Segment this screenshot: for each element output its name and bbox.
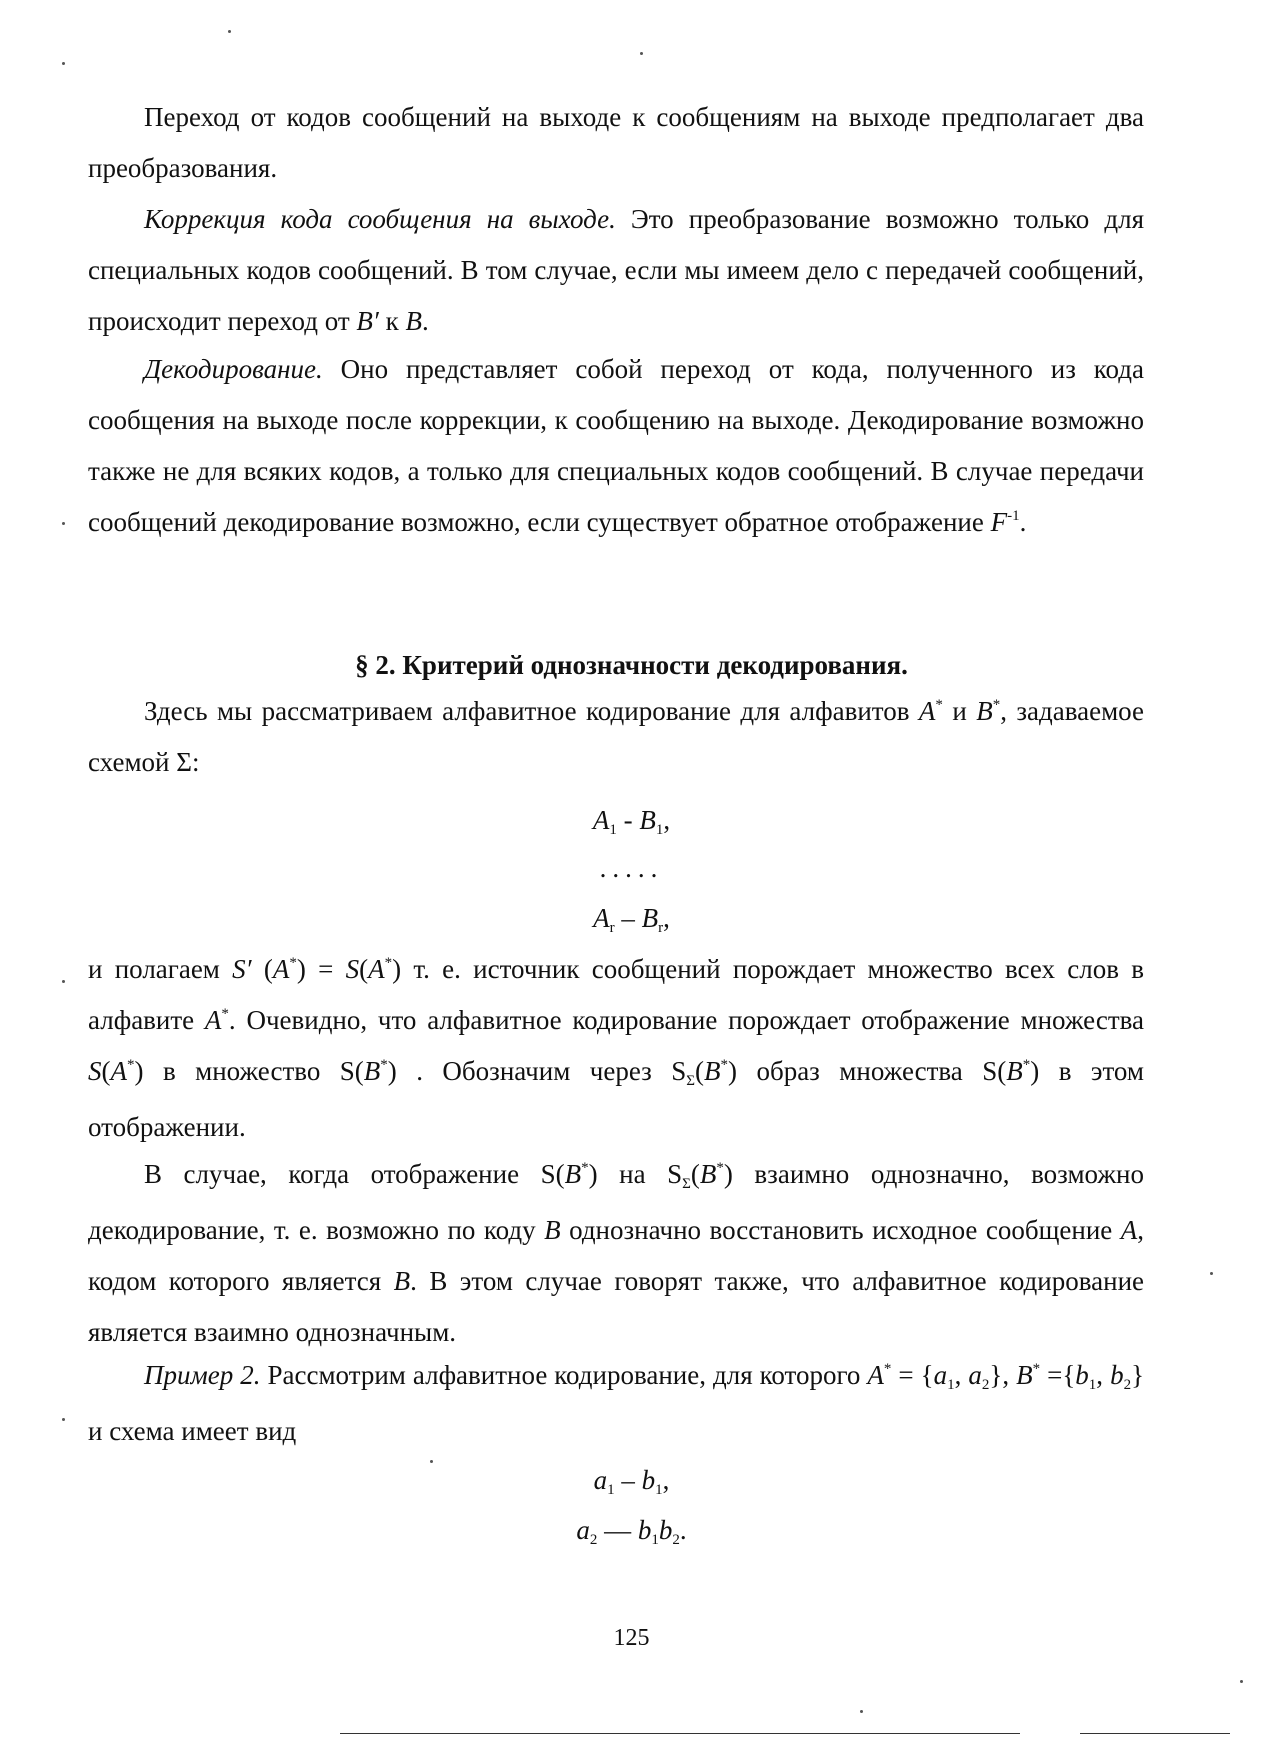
- var-b: B: [639, 805, 656, 835]
- var-a: A: [110, 1056, 127, 1086]
- subscript: 1: [609, 822, 617, 838]
- text: (: [251, 954, 273, 984]
- text: ={: [1040, 1360, 1076, 1390]
- var-s-prime: S′: [232, 954, 252, 984]
- paragraph-3-text-b: .: [1019, 507, 1027, 537]
- subscript: 2: [589, 1532, 598, 1548]
- var-b-lower: b: [637, 1515, 652, 1545]
- paragraph-1-text: Переход от кодов сообщений на выходе к сообщениям на выходе предполагает два преобразования.: [88, 102, 1144, 183]
- var-b-lower: b: [658, 1515, 673, 1545]
- var-b: B: [699, 1159, 717, 1189]
- text: (: [101, 1056, 111, 1086]
- star-sup: *: [581, 1160, 589, 1176]
- text: } и схема имеет вид: [88, 1360, 1145, 1446]
- var-b: B: [704, 1056, 721, 1086]
- var-b: B: [641, 903, 659, 933]
- star-sup: *: [716, 1160, 724, 1176]
- scan-speck: [1240, 1680, 1243, 1683]
- star-sup: *: [1032, 1361, 1041, 1377]
- star-sup: *: [883, 1361, 892, 1377]
- text: (: [695, 1056, 705, 1086]
- scan-speck: [62, 522, 65, 525]
- scheme-dots: .....: [599, 853, 664, 883]
- text: = {: [891, 1360, 934, 1390]
- paragraph-6: [88, 1149, 1144, 1358]
- star-sup: *: [1022, 1057, 1031, 1073]
- subscript: 2: [672, 1532, 680, 1548]
- scan-speck: [62, 1418, 65, 1421]
- separator: -: [616, 805, 640, 835]
- text: ) т. е. источник сообщений порождает множество всех слов в алфавите: [88, 954, 1144, 1035]
- scan-speck: [62, 980, 65, 983]
- var-b: B: [393, 1266, 411, 1296]
- page-number: 125: [613, 1625, 650, 1651]
- scheme-line-1: [0, 800, 1263, 845]
- var-b: B: [1006, 1056, 1023, 1086]
- paragraph-4-text-c: , задаваемое схемой Σ:: [88, 696, 1145, 777]
- sigma-sub: Σ: [682, 1176, 691, 1192]
- var-a: A: [368, 954, 385, 984]
- var-b: B: [544, 1215, 561, 1245]
- text: ,: [954, 1360, 969, 1390]
- punct: ,: [663, 903, 670, 933]
- bottom-scan-line: [340, 1733, 1020, 1734]
- var-a: A: [1120, 1215, 1138, 1245]
- var-b-lower: b: [641, 1465, 656, 1495]
- punct: ,: [662, 1465, 670, 1495]
- var-s: S: [88, 1056, 102, 1086]
- paragraph-2-text-c: .: [421, 306, 429, 336]
- text: ) в этом отображении.: [88, 1056, 1145, 1142]
- var-a: A: [593, 903, 610, 933]
- paragraph-3: [88, 344, 1144, 548]
- star-sup: *: [384, 955, 393, 971]
- star-sup: *: [221, 1006, 229, 1022]
- text: однозначно восстановить исходное сообщение: [560, 1215, 1121, 1245]
- punct: ,: [663, 805, 671, 835]
- text: (: [690, 1159, 700, 1189]
- subscript: 2: [981, 1377, 990, 1393]
- var-a-lower: a: [968, 1360, 982, 1390]
- star-sup: *: [127, 1057, 135, 1073]
- scan-speck: [430, 1460, 433, 1463]
- term-decoding: Декодирование.: [144, 354, 323, 384]
- var-b-prime: B′: [356, 306, 379, 336]
- scheme2-line-2: [0, 1510, 1263, 1555]
- text: (: [359, 954, 369, 984]
- bottom-scan-line: [1080, 1733, 1230, 1734]
- var-a: A: [867, 1360, 884, 1390]
- sigma-sub: Σ: [686, 1073, 696, 1089]
- scan-speck: [860, 1710, 863, 1713]
- paragraph-3-text: Оно представляет собой переход от кода, полученного из кода сообщения на выходе после коррекции, к сообщению на выходе. Декодирование возможно также не для всяких кодов, а только для специальных кодов сообщений. В случае передачи сообщений декодирование возможно, если существует обратное отображение: [88, 354, 1144, 537]
- var-b-lower: b: [1075, 1360, 1089, 1390]
- text: и полагаем: [88, 954, 233, 984]
- paragraph-7: [88, 1350, 1144, 1457]
- subscript: r: [609, 920, 615, 936]
- var-b: B: [405, 306, 422, 336]
- var-a: A: [592, 805, 610, 835]
- text: Рассмотрим алфавитное кодирование, для которого: [260, 1360, 868, 1390]
- scheme-line-r: [0, 898, 1263, 943]
- text: ) образ множества S(: [728, 1056, 1007, 1086]
- subscript: 1: [607, 1482, 615, 1498]
- var-b: B: [1016, 1360, 1033, 1390]
- text: ) взаимно однозначно, возможно декодирование, т. е. возможно по коду: [88, 1159, 1144, 1245]
- var-b: B: [564, 1159, 582, 1189]
- paragraph-4: [88, 686, 1144, 788]
- scan-speck: [62, 62, 65, 65]
- scan-speck: [1210, 1272, 1213, 1275]
- subscript: r: [658, 920, 664, 936]
- text: ) в множество S(: [134, 1056, 364, 1086]
- star-sup: *: [992, 697, 1001, 713]
- separator: —: [597, 1515, 638, 1545]
- var-a-lower: a: [576, 1515, 590, 1545]
- paragraph-4-text-b: и: [942, 696, 977, 726]
- subscript: 1: [1088, 1377, 1097, 1393]
- var-a-lower: a: [593, 1465, 608, 1495]
- text: ) =: [296, 954, 346, 984]
- var-a: A: [272, 954, 290, 984]
- var-b: B: [363, 1056, 381, 1086]
- var-s: S: [345, 954, 360, 984]
- subscript: 1: [655, 1482, 663, 1498]
- text: ) на S: [588, 1159, 683, 1189]
- var-b: B: [976, 696, 993, 726]
- text: . Очевидно, что алфавитное кодирование порождает отображение множества: [228, 1005, 1144, 1035]
- star-sup: *: [720, 1057, 729, 1073]
- star-sup: *: [380, 1057, 388, 1073]
- inverse-superscript: -1: [1007, 508, 1020, 524]
- example-label: Пример 2.: [144, 1360, 261, 1390]
- subscript: 2: [1123, 1377, 1132, 1393]
- subscript: 1: [651, 1532, 659, 1548]
- paragraph-2-text: Это преобразование возможно только для специальных кодов сообщений. В том случае, если мы имеем дело с передачей сообщений, происходит переход от: [88, 204, 1144, 336]
- scan-speck: [640, 52, 643, 55]
- star-sup: *: [935, 697, 943, 713]
- subscript: 1: [655, 822, 664, 838]
- var-a: A: [918, 696, 936, 726]
- var-a-lower: a: [933, 1360, 948, 1390]
- paragraph-4-text: Здесь мы рассматриваем алфавитное кодирование для алфавитов: [144, 696, 919, 726]
- subscript: 1: [947, 1377, 955, 1393]
- punct: .: [679, 1515, 687, 1545]
- paragraph-1: [88, 92, 1144, 194]
- paragraph-2: [88, 194, 1144, 347]
- separator: –: [614, 1465, 642, 1495]
- paragraph-2-text-b: к: [378, 306, 406, 336]
- var-a: A: [204, 1005, 222, 1035]
- term-code-correction: Коррекция кода сообщения на выходе.: [144, 204, 616, 234]
- section-heading: § 2. Критерий однозначности декодирования.: [355, 650, 908, 680]
- separator: –: [614, 903, 642, 933]
- paragraph-5: [88, 944, 1144, 1153]
- text: В случае, когда отображение S(: [144, 1159, 565, 1189]
- scan-speck: [228, 30, 231, 33]
- var-b-lower: b: [1110, 1360, 1124, 1390]
- text: },: [989, 1360, 1017, 1390]
- star-sup: *: [289, 955, 297, 971]
- text: ) . Обозначим через S: [387, 1056, 687, 1086]
- text: . В этом случае говорят также, что алфавитное кодирование является взаимно однозначным.: [88, 1266, 1145, 1347]
- text: , кодом которого является: [88, 1215, 1144, 1296]
- var-f: F: [990, 507, 1008, 537]
- text: ,: [1096, 1360, 1111, 1390]
- scheme2-line-1: [0, 1460, 1263, 1505]
